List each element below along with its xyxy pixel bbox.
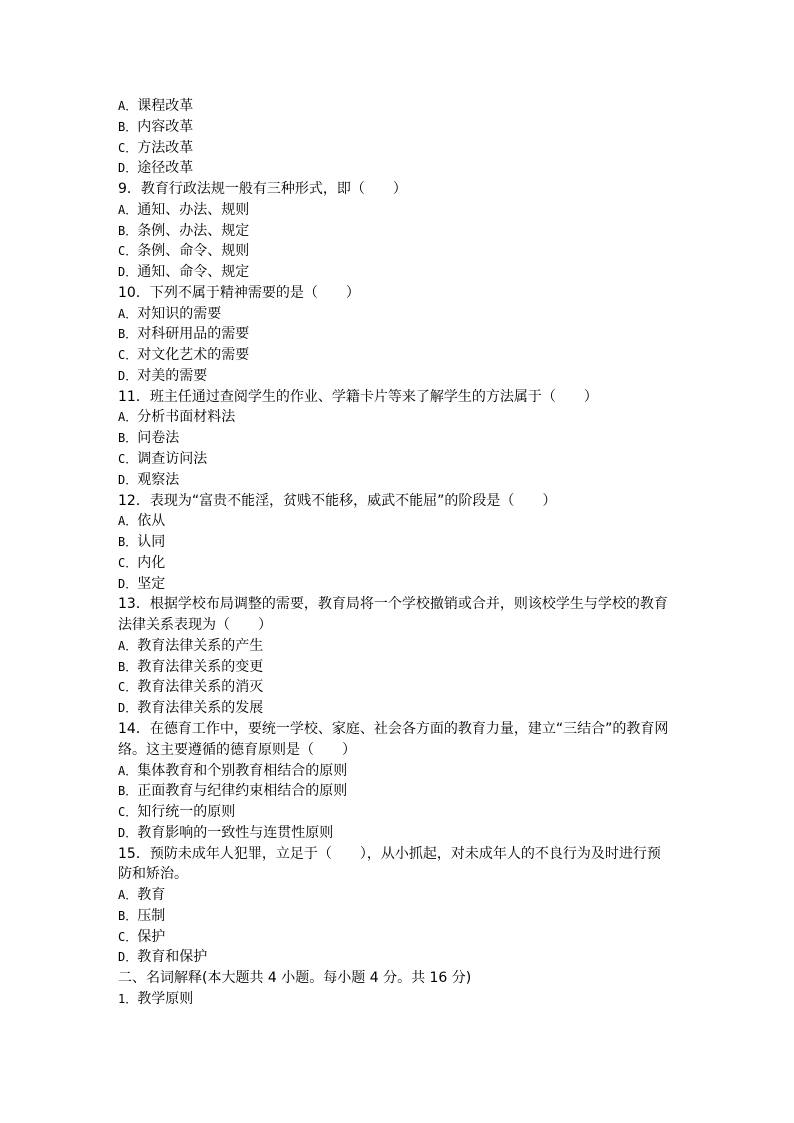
q15-option-b [118, 906, 678, 927]
option-text: 条例、办法、规定 [137, 222, 250, 239]
question-10-stem [118, 283, 678, 304]
question-11-stem [118, 387, 678, 408]
q9-option-d [118, 262, 678, 283]
q13-option-b [118, 657, 678, 678]
option-text: 课程改革 [137, 98, 194, 114]
section-2-item-1 [118, 989, 678, 1010]
option-letter: B． [118, 659, 138, 674]
question-text: 根据学校布局调整的需要，教育局将一个学校撤销或合并，则该校学生与学校的教育法律关系表现为（ ） [118, 596, 668, 634]
q9-option-c [118, 241, 678, 262]
question-number: 14． [118, 720, 150, 737]
q14-option-a [118, 761, 678, 782]
option-letter: C． [118, 555, 138, 570]
option-text: 对文化艺术的需要 [137, 347, 250, 364]
option-text: 通知、办法、规则 [137, 201, 250, 218]
q14-option-b [118, 781, 678, 802]
option-letter: A． [118, 202, 138, 217]
question-number: 15． [118, 845, 150, 862]
option-text: 坚定 [137, 575, 166, 592]
question-text: 预防未成年人犯罪，立足于（ ），从小抓起，对未成年人的不良行为及时进行预防和矫治。 [118, 845, 661, 883]
option-text: 依从 [137, 513, 166, 530]
question-number: 10． [118, 284, 150, 301]
option-text: 方法改革 [137, 139, 194, 156]
q10-option-c [118, 345, 678, 366]
question-text: 班主任通过查阅学生的作业、学籍卡片等来了解学生的方法属于（ ） [149, 388, 598, 405]
question-number: 12． [118, 492, 150, 509]
q11-option-c [118, 449, 678, 470]
option-letter: C． [118, 244, 138, 259]
q15-option-a [118, 885, 678, 906]
option-letter: A． [118, 99, 138, 113]
option-text: 教育影响的一致性与连贯性原则 [137, 824, 334, 841]
option-letter: D． [118, 576, 138, 591]
option-letter: A． [118, 306, 138, 321]
option-letter: A． [118, 763, 138, 778]
option-letter: C． [118, 348, 138, 363]
option-text: 知行统一的原则 [137, 804, 236, 821]
option-text: 教育 [137, 887, 166, 904]
q11-option-b [118, 428, 678, 449]
option-text: 教育法律关系的消灭 [137, 679, 264, 696]
q8-option-d [118, 158, 678, 179]
question-13-stem [118, 594, 673, 636]
option-letter: C． [118, 140, 138, 155]
q15-option-c [118, 927, 678, 948]
q12-option-d [118, 574, 678, 595]
option-letter: D． [118, 161, 138, 176]
option-letter: D． [118, 368, 138, 383]
q8-option-c [118, 138, 678, 159]
option-letter: A． [118, 638, 138, 653]
item-text: 教学原则 [137, 990, 194, 1007]
document-page [118, 96, 678, 1010]
option-text: 途径改革 [137, 160, 194, 177]
option-text: 问卷法 [137, 430, 180, 447]
option-letter: C． [118, 452, 138, 467]
option-letter: D． [118, 472, 138, 487]
question-text: 教育行政法规一般有三种形式，即（ ） [140, 181, 407, 198]
option-letter: B． [118, 119, 138, 134]
option-text: 认同 [137, 534, 166, 551]
q11-option-a [118, 407, 678, 428]
q12-option-b [118, 532, 678, 553]
q9-option-a [118, 200, 678, 221]
q12-option-a [118, 511, 678, 532]
option-text: 内化 [137, 554, 166, 571]
q15-option-d [118, 947, 678, 968]
q11-option-d [118, 470, 678, 491]
q10-option-b [118, 324, 678, 345]
option-text: 保护 [137, 928, 166, 945]
q14-option-c [118, 802, 678, 823]
option-text: 压制 [137, 907, 166, 924]
option-letter: D． [118, 950, 138, 965]
option-letter: B． [118, 327, 138, 342]
item-number: 1． [118, 991, 138, 1006]
q12-option-c [118, 553, 678, 574]
q10-option-a [118, 304, 678, 325]
q14-option-d [118, 823, 678, 844]
option-letter: A． [118, 888, 138, 903]
question-text: 表现为“富贵不能淫，贫贱不能移，威武不能屈”的阶段是（ ） [149, 492, 557, 509]
question-number: 11． [118, 388, 150, 405]
question-text: 下列不属于精神需要的是（ ） [149, 284, 360, 301]
option-text: 教育法律关系的产生 [137, 637, 264, 654]
option-letter: A． [118, 514, 138, 529]
option-text: 通知、命令、规定 [137, 264, 250, 281]
question-text: 在德育工作中，要统一学校、家庭、社会各方面的教育力量，建立“三结合”的教育网络。这主要遵循的德育原则是（ ） [118, 720, 669, 758]
q8-option-b [118, 117, 678, 138]
q13-option-c [118, 677, 678, 698]
option-letter: A． [118, 410, 138, 425]
option-text: 教育和保护 [137, 949, 208, 966]
option-letter: B． [118, 535, 138, 550]
option-text: 正面教育与纪律约束相结合的原则 [137, 783, 348, 800]
question-9-stem [118, 179, 678, 200]
option-text: 条例、命令、规则 [137, 243, 250, 260]
option-letter: C． [118, 680, 138, 695]
option-text: 观察法 [137, 471, 180, 488]
q13-option-d [118, 698, 678, 719]
section-2-heading: 二、名词解释(本大题共 4 小题。每小题 4 分。共 16 分) [118, 970, 472, 987]
option-text: 调查访问法 [137, 451, 208, 468]
option-letter: D． [118, 265, 138, 280]
option-letter: C． [118, 805, 138, 820]
question-number: 9． [118, 181, 141, 198]
q9-option-b [118, 221, 678, 242]
question-15-stem [118, 844, 673, 886]
option-text: 对科研用品的需要 [137, 326, 250, 343]
question-12-stem [118, 491, 678, 512]
option-letter: B． [118, 223, 138, 238]
option-text: 教育法律关系的变更 [137, 658, 264, 675]
option-letter: D． [118, 825, 138, 840]
option-letter: B． [118, 908, 138, 923]
option-text: 集体教育和个别教育相结合的原则 [137, 762, 348, 779]
question-number: 13． [118, 596, 150, 613]
q10-option-d [118, 366, 678, 387]
option-text: 内容改革 [137, 118, 194, 135]
q8-option-a [118, 96, 678, 117]
option-letter: C． [118, 929, 138, 944]
option-letter: B． [118, 784, 138, 799]
option-text: 对知识的需要 [137, 305, 222, 322]
option-text: 教育法律关系的发展 [137, 700, 264, 717]
q13-option-a [118, 636, 678, 657]
option-text: 分析书面材料法 [137, 409, 236, 426]
option-letter: B． [118, 431, 138, 446]
option-letter: D． [118, 701, 138, 716]
question-14-stem [118, 719, 673, 761]
option-text: 对美的需要 [137, 367, 208, 384]
